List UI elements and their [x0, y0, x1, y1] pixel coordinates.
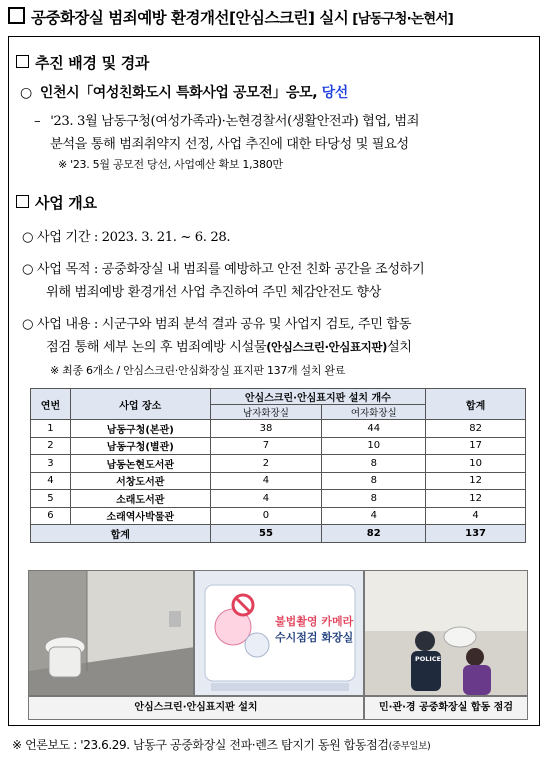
header-female: 여자화장실: [322, 405, 426, 420]
header-male: 남자화장실: [210, 405, 322, 420]
content-line2: 점검 통해 세부 논의 후 범죄예방 시설물(안심스크린·안심표지판)설치: [46, 340, 412, 355]
table-row: 2 남동구청(별관) 7 10 17: [31, 437, 526, 455]
photo-safety-sign: [194, 570, 364, 696]
note-result: ※ 최종 6개소 / 안심스크린·안심화장실 표지판 137개 설치 완료: [50, 364, 346, 377]
sign-text-line2: 수시점검 화장실: [275, 631, 354, 644]
winner-highlight: 당선: [321, 85, 348, 101]
header-group: 안심스크린·안심표지판 설치 개수: [210, 389, 426, 405]
header-total: 합계: [426, 389, 526, 420]
photo-restroom-stall: [28, 570, 194, 696]
content-line1: ○ 사업 내용 : 시군구와 범죄 분석 결과 공유 및 사업지 검토, 주민 합동: [22, 317, 412, 332]
page-title: 공중화장실 범죄예방 환경개선[안심스크린] 실시 [남동구청·논현서]: [8, 6, 453, 28]
section-heading-background: 추진 배경 및 경과: [16, 52, 149, 73]
sign-text-line1: 불법촬영 카메라: [275, 615, 354, 628]
table-row: 6 소래역사박물관 0 4 4: [31, 507, 526, 525]
purpose-line2: 위해 범죄예방 환경개선 사업 추진하여 주민 체감안전도 향상: [46, 285, 382, 300]
caption-installation: 안심스크린·안심표지판 설치: [28, 696, 364, 720]
purpose-line1: ○ 사업 목적 : 공중화장실 내 범죄를 예방하고 안전 친화 공간을 조성하기: [22, 262, 425, 277]
press-footnote: ※ 언론보도 : '23.6.29. 남동구 공중화장실 전파·렌즈 탐지기 동원 합동점검(중부일보): [12, 738, 431, 752]
dash-item-line2: 분석을 통해 범죄취약지 선정, 사업 추진에 대한 타당성 및 필요성: [50, 137, 409, 152]
police-label: POLICE: [415, 655, 442, 663]
bullet-contest: ○ 인천시「여성친화도시 특화사업 공모전」응모, 당선: [20, 85, 348, 101]
table-row: 5 소래도서관 4 8 12: [31, 490, 526, 508]
table-sum-row: 합계 55 82 137: [31, 525, 526, 543]
header-place: 사업 장소: [70, 389, 210, 420]
installation-table: [30, 388, 526, 543]
header-no: 연번: [31, 389, 71, 420]
photo-panel: [28, 570, 528, 720]
square-bullet-icon: [16, 55, 29, 68]
table-row: 4 서창도서관 4 8 12: [31, 472, 526, 490]
dash-item-line1: – '23. 3월 남동구청(여성가족과)·논현경찰서(생활안전과) 협업, 범죄: [34, 114, 420, 129]
square-bullet-icon: [16, 195, 29, 208]
period-line: ○ 사업 기간 : 2023. 3. 21. ~ 6. 28.: [22, 230, 231, 245]
photo-joint-inspection: [364, 570, 528, 696]
table-row: 3 남동논현도서관 2 8 10: [31, 455, 526, 473]
checkbox-icon: [8, 7, 25, 24]
note-budget: ※ '23. 5월 공모전 당선, 사업예산 확보 1,380만: [58, 158, 283, 171]
caption-inspection: 민·관·경 공중화장실 합동 점검: [364, 696, 528, 720]
table-row: 1 남동구청(본관) 38 44 82: [31, 420, 526, 438]
section-heading-overview: 사업 개요: [16, 192, 97, 213]
